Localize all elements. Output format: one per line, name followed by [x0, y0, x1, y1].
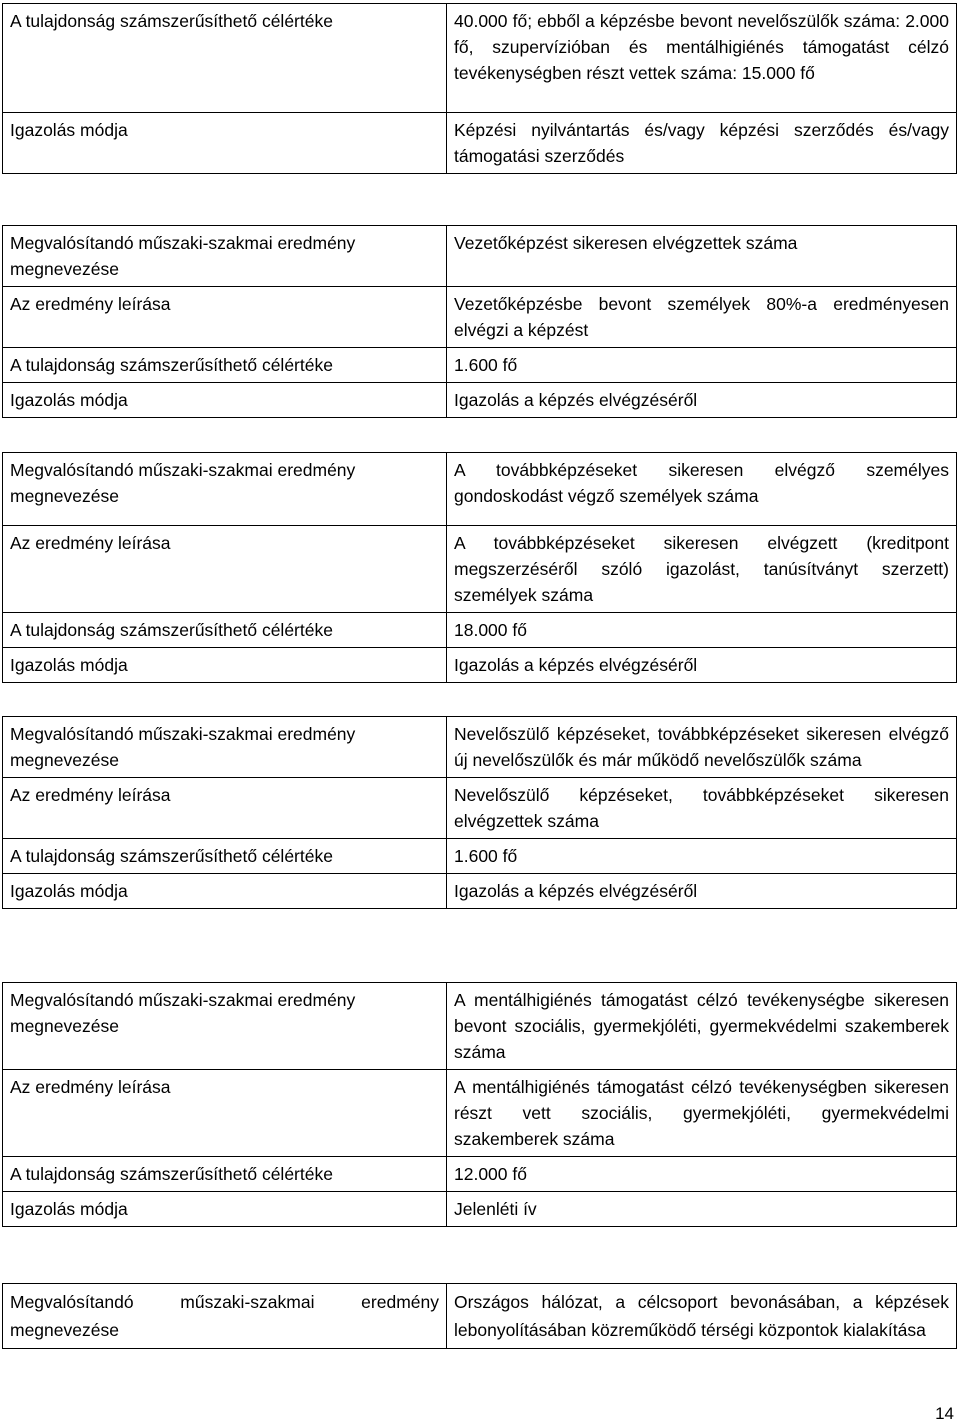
row-value: A mentálhigiénés támogatást célzó tevékenységben sikeresen részt vett szociális, gyermekjóléti, gyermekvédelmi szakemberek száma	[447, 1070, 957, 1157]
page-number: 14	[935, 1404, 954, 1423]
row-value: A mentálhigiénés támogatást célzó tevékenységbe sikeresen bevont szociális, gyermekjóléti, gyermekvédelmi szakemberek száma	[447, 983, 957, 1070]
row-label: A tulajdonság számszerűsíthető célértéke	[3, 348, 447, 383]
table-row	[3, 1284, 957, 1349]
row-label: Megvalósítandó műszaki-szakmai eredmény megnevezése	[3, 1284, 447, 1349]
table-row	[3, 1192, 957, 1227]
result-table	[2, 716, 957, 909]
table-row	[3, 526, 957, 613]
table-row	[3, 613, 957, 648]
result-table	[2, 452, 957, 683]
row-value: Jelenléti ív	[447, 1192, 957, 1227]
row-label: Az eredmény leírása	[3, 778, 447, 839]
row-label: A tulajdonság számszerűsíthető célértéke	[3, 613, 447, 648]
row-label: Az eredmény leírása	[3, 1070, 447, 1157]
table-row	[3, 1157, 957, 1192]
row-value: Képzési nyilvántartás és/vagy képzési szerződés és/vagy támogatási szerződés	[447, 113, 957, 174]
row-value: A továbbképzéseket sikeresen elvégző személyes gondoskodást végző személyek száma	[447, 453, 957, 526]
table-row	[3, 778, 957, 839]
table-row	[3, 348, 957, 383]
table-row	[3, 453, 957, 526]
row-value: Igazolás a képzés elvégzéséről	[447, 874, 957, 909]
row-label: Megvalósítandó műszaki-szakmai eredmény megnevezése	[3, 453, 447, 526]
table-row	[3, 874, 957, 909]
row-value: Vezetőképzésbe bevont személyek 80%-a eredményesen elvégzi a képzést	[447, 287, 957, 348]
row-value: 40.000 fő; ebből a képzésbe bevont nevelőszülők száma: 2.000 fő, szupervízióban és mentálhigiénés támogatást célzó tevékenységben részt vettek száma: 15.000 fő	[447, 4, 957, 113]
row-label: A tulajdonság számszerűsíthető célértéke	[3, 839, 447, 874]
result-table	[2, 225, 957, 418]
table-row	[3, 4, 957, 113]
result-table	[2, 3, 957, 174]
row-value: Vezetőképzést sikeresen elvégzettek száma	[447, 226, 957, 287]
row-label: Igazolás módja	[3, 648, 447, 683]
row-value: Nevelőszülő képzéseket, továbbképzéseket sikeresen elvégzettek száma	[447, 778, 957, 839]
row-value: Igazolás a képzés elvégzéséről	[447, 648, 957, 683]
row-value: Nevelőszülő képzéseket, továbbképzéseket sikeresen elvégző új nevelőszülők és már működő nevelőszülők száma	[447, 717, 957, 778]
table-row	[3, 226, 957, 287]
row-label: Igazolás módja	[3, 874, 447, 909]
row-label: Igazolás módja	[3, 113, 447, 174]
row-value: 1.600 fő	[447, 839, 957, 874]
row-label: Az eredmény leírása	[3, 526, 447, 613]
row-value: Igazolás a képzés elvégzéséről	[447, 383, 957, 418]
table-row	[3, 717, 957, 778]
row-label: Megvalósítandó műszaki-szakmai eredmény megnevezése	[3, 717, 447, 778]
row-label: A tulajdonság számszerűsíthető célértéke	[3, 1157, 447, 1192]
table-row	[3, 383, 957, 418]
result-table	[2, 982, 957, 1227]
row-value: 18.000 fő	[447, 613, 957, 648]
table-row	[3, 113, 957, 174]
row-value: 12.000 fő	[447, 1157, 957, 1192]
row-label: Megvalósítandó műszaki-szakmai eredmény megnevezése	[3, 983, 447, 1070]
row-value: Országos hálózat, a célcsoport bevonásában, a képzések lebonyolításában közreműködő térségi központok kialakítása	[447, 1284, 957, 1349]
table-row	[3, 287, 957, 348]
result-table	[2, 1283, 957, 1349]
row-label: Megvalósítandó műszaki-szakmai eredmény megnevezése	[3, 226, 447, 287]
row-label: Az eredmény leírása	[3, 287, 447, 348]
row-label: Igazolás módja	[3, 1192, 447, 1227]
table-row	[3, 983, 957, 1070]
row-value: 1.600 fő	[447, 348, 957, 383]
row-value: A továbbképzéseket sikeresen elvégzett (kreditpont megszerzéséről szóló igazolást, tanúsítványt szerzett) személyek száma	[447, 526, 957, 613]
table-row	[3, 839, 957, 874]
row-label: A tulajdonság számszerűsíthető célértéke	[3, 4, 447, 113]
table-row	[3, 1070, 957, 1157]
table-row	[3, 648, 957, 683]
row-label: Igazolás módja	[3, 383, 447, 418]
